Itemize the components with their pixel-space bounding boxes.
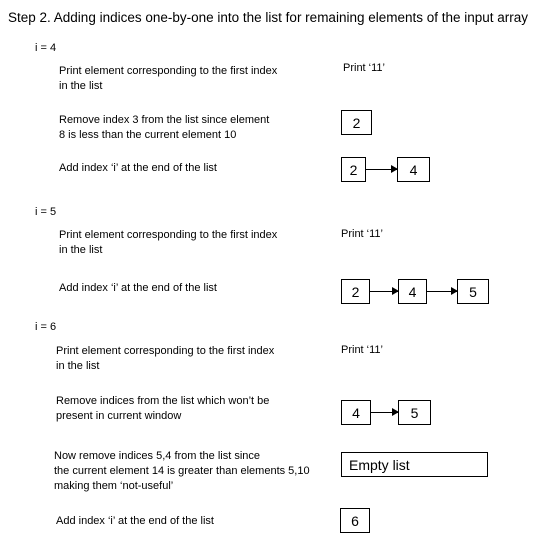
step-line: Print element corresponding to the first index [59,65,278,77]
print-output: Print ‘11’ [341,344,383,356]
list-arrow [370,291,398,292]
list-node: 2 [341,110,372,135]
step-text [59,113,269,143]
step-text [54,449,310,494]
step-text [59,161,217,176]
list-arrow [366,169,397,170]
step-line: Print element corresponding to the first index [56,345,275,357]
step-line: in the list [56,360,100,372]
list-arrow [371,412,398,413]
page-title: Step 2. Adding indices one-by-one into the list for remaining elements of the input array [8,10,529,25]
list-node: 4 [397,157,430,182]
empty-list-box: Empty list [341,452,488,477]
step-line: making them ‘not-useful’ [54,480,174,492]
step-line: Remove index 3 from the list since element [59,114,270,126]
step-line: Print element corresponding to the first index [59,229,278,241]
step-line: 8 is less than the current element 10 [59,129,237,141]
iteration-label-i6: i = 6 [35,321,57,333]
step-line: present in current window [56,410,182,422]
step-text [56,344,274,374]
iteration-label-i4: i = 4 [35,42,57,54]
step-text [56,394,269,424]
step-text [59,228,277,258]
step-line: Remove indices from the list which won’t be [56,395,270,407]
step-line: Add index ‘i’ at the end of the list [59,282,217,294]
step-line: in the list [59,244,103,256]
step-text [56,514,214,529]
step-text [59,281,217,296]
list-node: 6 [340,508,370,533]
list-node: 5 [457,279,489,304]
print-output: Print ‘11’ [341,228,383,240]
print-output: Print ‘11’ [343,62,385,74]
list-arrow [427,291,457,292]
list-node: 2 [341,157,366,182]
list-node: 4 [341,400,371,425]
list-node: 5 [398,400,431,425]
list-node: 2 [341,279,370,304]
step-line: Add index ‘i’ at the end of the list [56,515,214,527]
step-line: in the list [59,80,103,92]
step-text [59,64,277,94]
list-node: 4 [398,279,427,304]
iteration-label-i5: i = 5 [35,206,57,218]
step-line: Now remove indices 5,4 from the list since [54,450,261,462]
step-line: Add index ‘i’ at the end of the list [59,162,217,174]
step-line: the current element 14 is greater than elements 5,10 [54,465,310,477]
